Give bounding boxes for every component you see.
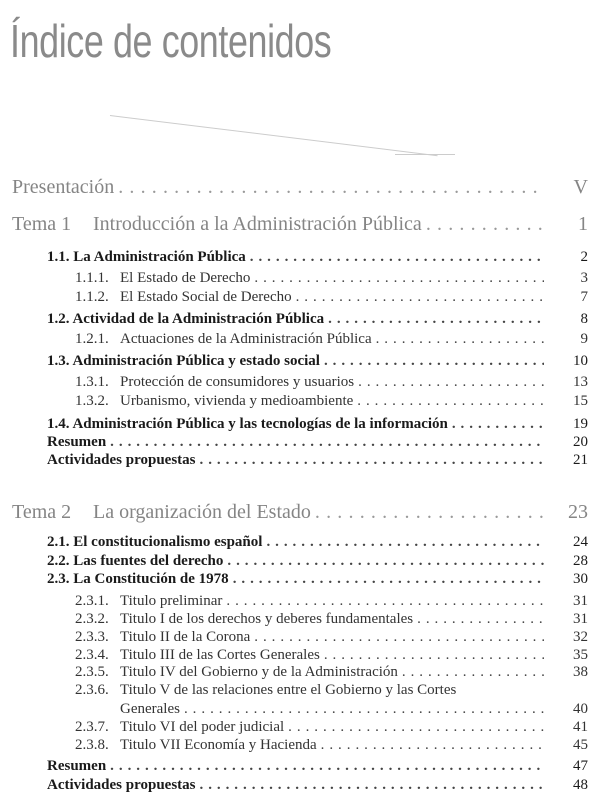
entry-title: Administración Pública y estado social xyxy=(72,353,320,369)
page-number: 20 xyxy=(573,434,588,450)
entry-title: Resumen xyxy=(47,434,107,450)
entry-number: 2.3.4. xyxy=(75,647,109,663)
entry-title: Titulo V de las relaciones entre el Gobierno y las Cortes xyxy=(120,682,457,698)
toc-entry[interactable] xyxy=(47,434,588,451)
entry-label xyxy=(75,374,354,391)
dot-leader xyxy=(376,331,544,348)
toc-tema-heading[interactable] xyxy=(12,501,588,524)
dot-leader xyxy=(110,758,544,775)
dot-leader xyxy=(324,647,544,664)
page-number: 1 xyxy=(578,213,588,235)
toc-entry[interactable] xyxy=(75,629,588,646)
entry-label xyxy=(75,331,372,348)
tema-heading-label xyxy=(12,501,311,524)
entry-title: Titulo preliminar xyxy=(120,593,223,609)
page-number: 19 xyxy=(573,416,588,432)
page-number: 8 xyxy=(580,311,588,327)
entry-label xyxy=(75,593,222,610)
page-number: 23 xyxy=(568,501,588,523)
entry-title: Protección de consumidores y usuarios xyxy=(120,374,355,390)
page-number: 10 xyxy=(573,353,588,369)
toc-entry[interactable] xyxy=(75,270,588,287)
toc-entry[interactable] xyxy=(47,353,588,370)
entry-number: 1.2. xyxy=(47,311,70,327)
page-number: 38 xyxy=(573,664,588,680)
entry-title: El Estado Social de Derecho xyxy=(120,289,292,305)
entry-title: La Constitución de 1978 xyxy=(73,571,229,587)
entry-number: 2.3.5. xyxy=(75,664,109,680)
dot-leader xyxy=(118,176,544,199)
entry-number: 1.1.2. xyxy=(75,289,109,305)
dot-leader xyxy=(200,452,545,469)
page-number: 13 xyxy=(573,374,588,390)
entry-label xyxy=(75,682,456,699)
entry-title: Administración Pública y las tecnologías de la información xyxy=(72,416,448,432)
dot-leader xyxy=(296,289,544,306)
toc-entry[interactable] xyxy=(47,534,588,551)
toc-entry[interactable] xyxy=(75,664,588,681)
toc-entry[interactable] xyxy=(75,737,588,754)
entry-number: 1.3. xyxy=(47,353,70,369)
toc-entry[interactable] xyxy=(75,393,588,410)
page-number: 35 xyxy=(573,647,588,663)
toc-entry[interactable] xyxy=(75,682,588,699)
entry-number: 2.3.1. xyxy=(75,593,109,609)
entry-label xyxy=(75,270,250,287)
entry-number: 2.2. xyxy=(47,553,70,569)
dot-leader xyxy=(417,611,544,628)
entry-title: El Estado de Derecho xyxy=(120,270,251,286)
entry-label xyxy=(47,434,106,451)
dot-leader xyxy=(233,571,544,588)
tema-title: La organización del Estado xyxy=(93,501,311,523)
toc-entry[interactable] xyxy=(47,249,588,266)
entry-title: Resumen xyxy=(47,758,107,774)
dot-leader xyxy=(184,701,544,718)
page-number: 31 xyxy=(573,593,588,609)
entry-title: Titulo VII Economía y Hacienda xyxy=(120,737,317,753)
entry-label xyxy=(47,758,106,775)
page-number: 47 xyxy=(573,758,588,774)
entry-title: Actividades propuestas xyxy=(47,777,196,793)
dot-leader xyxy=(200,777,545,794)
toc-entry[interactable] xyxy=(75,611,588,628)
entry-title: Titulo III de las Cortes Generales xyxy=(120,647,320,663)
entry-label xyxy=(47,553,223,570)
dot-leader xyxy=(426,213,544,236)
entry-label xyxy=(75,647,320,664)
dot-leader xyxy=(328,311,544,328)
entry-label xyxy=(75,719,284,736)
toc-entry[interactable] xyxy=(75,289,588,306)
dot-leader xyxy=(321,737,544,754)
entry-label xyxy=(75,611,413,628)
page-number: 41 xyxy=(573,719,588,735)
toc-entry-continuation[interactable] xyxy=(120,701,588,718)
entry-title: Actuaciones de la Administración Pública xyxy=(120,331,372,347)
entry-label xyxy=(47,777,196,794)
entry-title: Titulo II de la Corona xyxy=(120,629,251,645)
entry-title: Titulo IV del Gobierno y de la Administración xyxy=(120,664,398,680)
tema-number: Tema 2 xyxy=(12,501,72,523)
entry-label xyxy=(47,534,262,551)
toc-entry[interactable] xyxy=(47,416,588,433)
page-number: 30 xyxy=(573,571,588,587)
toc-entry[interactable] xyxy=(75,374,588,391)
page-number: 21 xyxy=(573,452,588,468)
scan-scratch xyxy=(110,115,438,156)
toc-entry[interactable] xyxy=(75,331,588,348)
toc-entry[interactable] xyxy=(47,311,588,328)
page-number: 15 xyxy=(573,393,588,409)
dot-leader xyxy=(452,416,544,433)
entry-number: 2.3.7. xyxy=(75,719,109,735)
entry-number: 2.3. xyxy=(47,571,70,587)
page-number: 3 xyxy=(580,270,588,286)
entry-title: Presentación xyxy=(12,176,115,198)
entry-label xyxy=(47,353,320,370)
dot-leader xyxy=(250,249,544,266)
toc-entry[interactable] xyxy=(47,553,588,570)
entry-number: 1.1. xyxy=(47,249,70,265)
entry-title: Titulo I de los derechos y deberes fundamentales xyxy=(120,611,414,627)
entry-label xyxy=(47,452,196,469)
tema-number: Tema 1 xyxy=(12,213,72,235)
dot-leader xyxy=(357,393,544,410)
toc-entry[interactable] xyxy=(47,758,588,775)
entry-title-continued: Generales xyxy=(120,701,180,717)
page-number: 40 xyxy=(573,701,588,717)
scan-scratch xyxy=(395,154,455,155)
page-number: 9 xyxy=(580,331,588,347)
entry-title: Las fuentes del derecho xyxy=(73,553,224,569)
tema-title: Introducción a la Administración Pública xyxy=(93,213,422,235)
toc-entry[interactable] xyxy=(75,593,588,610)
dot-leader xyxy=(254,629,544,646)
entry-number: 1.2.1. xyxy=(75,331,109,347)
entry-number: 2.3.3. xyxy=(75,629,109,645)
page-number: 2 xyxy=(580,249,588,265)
entry-number: 2.3.8. xyxy=(75,737,109,753)
entry-number: 2.3.6. xyxy=(75,682,109,698)
page-number: V xyxy=(573,176,588,198)
toc-entry[interactable] xyxy=(47,452,588,469)
dot-leader xyxy=(110,434,544,451)
dot-leader xyxy=(227,553,544,570)
entry-label xyxy=(47,311,324,328)
toc-entry[interactable] xyxy=(47,571,588,588)
entry-title: El constitucionalismo español xyxy=(73,534,263,550)
toc-entry[interactable] xyxy=(47,777,588,794)
entry-label xyxy=(75,664,398,681)
entry-title: Actividad de la Administración Pública xyxy=(72,311,325,327)
entry-label xyxy=(75,737,317,754)
entry-number: 1.1.1. xyxy=(75,270,109,286)
entry-label xyxy=(47,416,448,433)
entry-title: Actividades propuestas xyxy=(47,452,196,468)
entry-label xyxy=(47,249,246,266)
dot-leader xyxy=(254,270,544,287)
entry-label xyxy=(75,629,250,646)
page-number: 28 xyxy=(573,553,588,569)
entry-number: 1.3.1. xyxy=(75,374,109,390)
entry-number: 2.1. xyxy=(47,534,70,550)
dot-leader xyxy=(315,501,544,524)
toc-tema-heading[interactable] xyxy=(12,213,588,236)
entry-label xyxy=(47,571,229,588)
entry-number: 1.4. xyxy=(47,416,70,432)
dot-leader xyxy=(266,534,544,551)
page-number: 24 xyxy=(573,534,588,550)
page-number: 31 xyxy=(573,611,588,627)
entry-label xyxy=(75,393,353,410)
entry-title: Titulo VI del poder judicial xyxy=(120,719,285,735)
toc-entry[interactable] xyxy=(75,647,588,664)
entry-number: 2.3.2. xyxy=(75,611,109,627)
dot-leader xyxy=(358,374,544,391)
page-title: Índice de contenidos xyxy=(10,15,332,67)
dot-leader xyxy=(402,664,544,681)
entry-title: Urbanismo, vivienda y medioambiente xyxy=(120,393,354,409)
toc-entry[interactable] xyxy=(75,719,588,736)
entry-number: 1.3.2. xyxy=(75,393,109,409)
entry-label xyxy=(75,289,292,306)
page-number: 32 xyxy=(573,629,588,645)
page-number: 48 xyxy=(573,777,588,793)
dot-leader xyxy=(288,719,544,736)
tema-heading-label xyxy=(12,213,422,236)
page-number: 45 xyxy=(573,737,588,753)
dot-leader xyxy=(226,593,544,610)
toc-presentation[interactable] xyxy=(12,176,588,199)
dot-leader xyxy=(324,353,544,370)
entry-title: La Administración Pública xyxy=(73,249,246,265)
page-number: 7 xyxy=(580,289,588,305)
